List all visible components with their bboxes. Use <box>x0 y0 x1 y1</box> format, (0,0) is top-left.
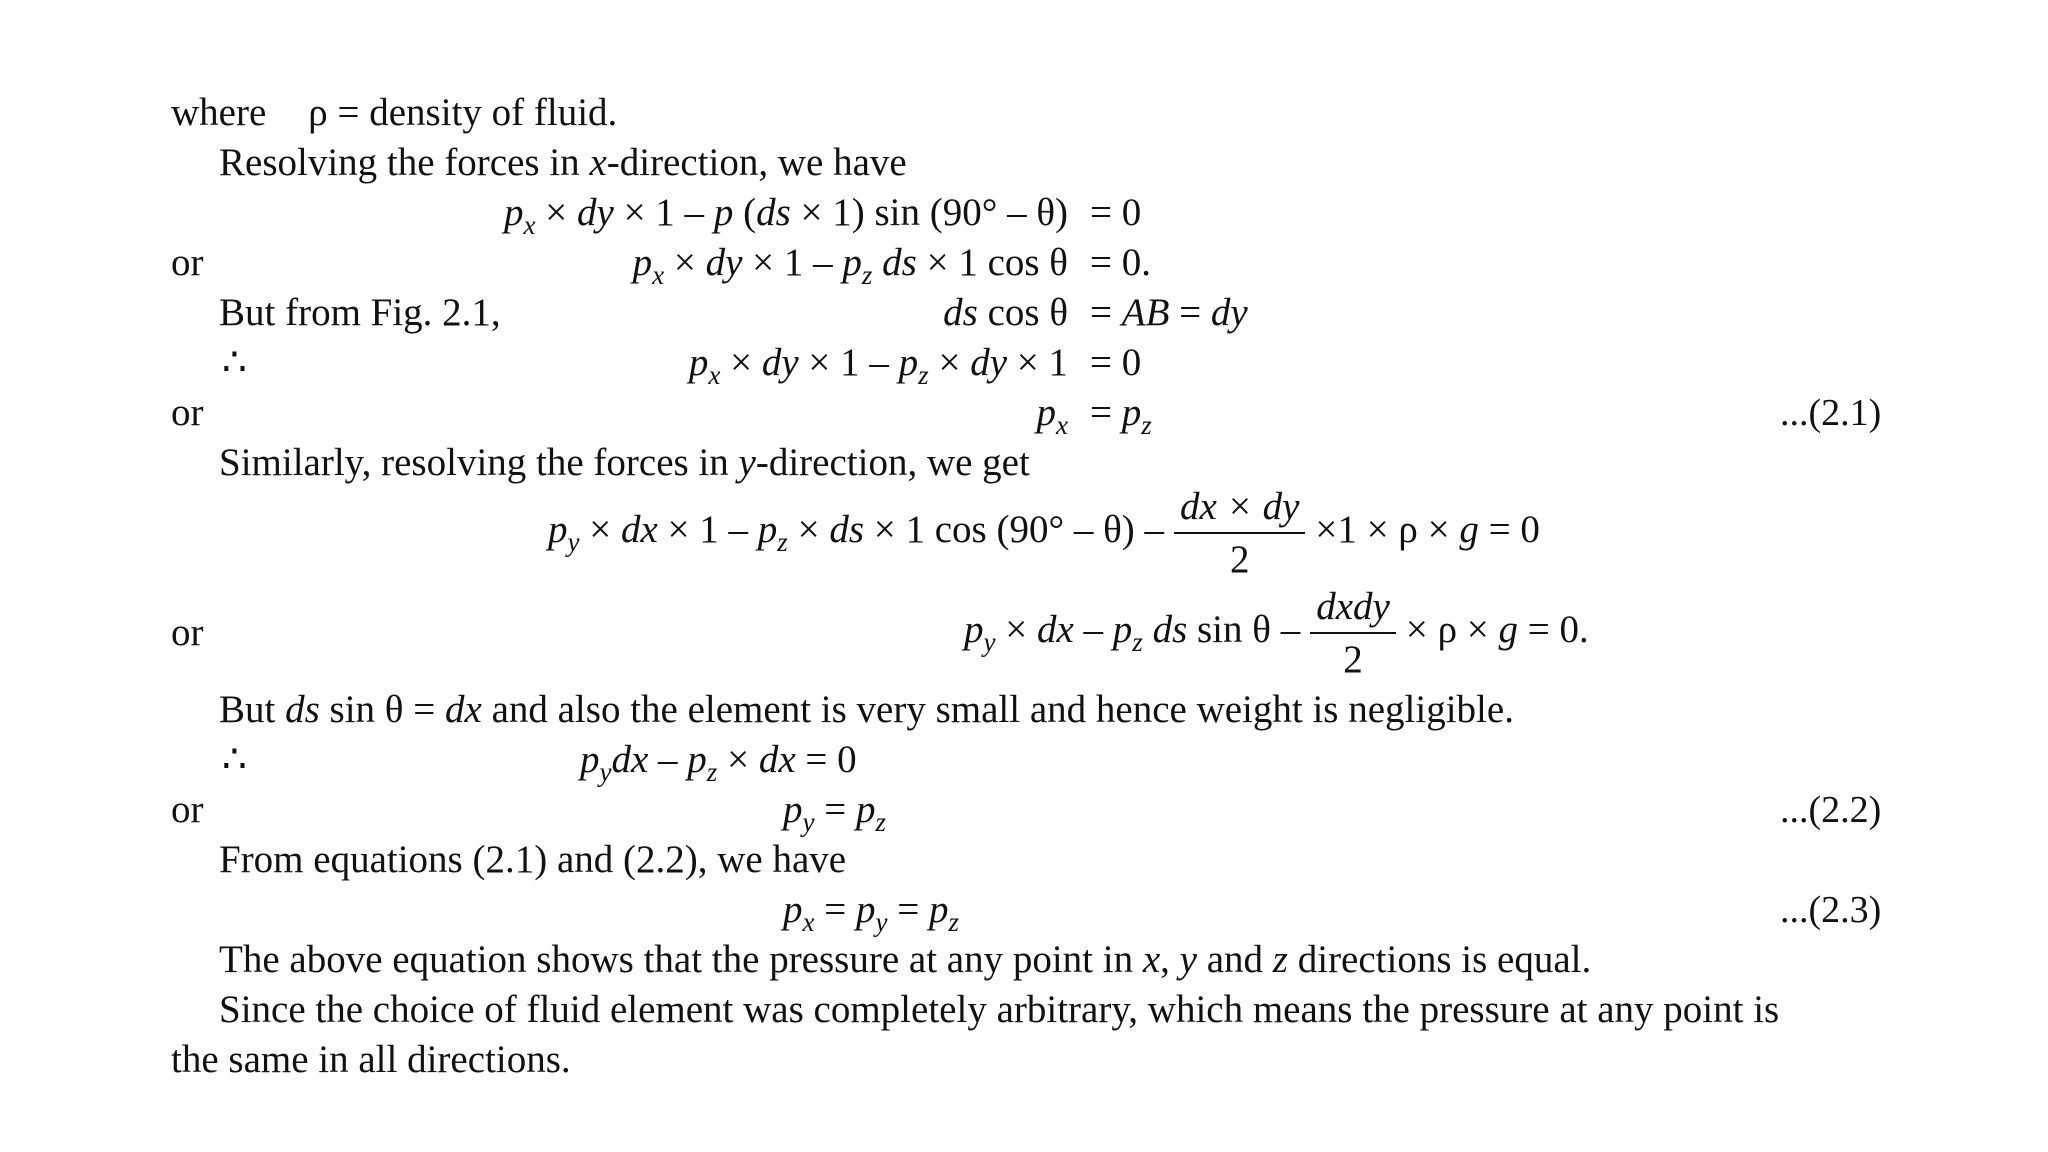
line-resolving-y: Similarly, resolving the forces in y-direction, we get <box>219 441 1030 484</box>
fraction-dxdy-over-2: $\frac{\text{dxdy}}{2}$ <box>1310 587 1396 679</box>
equation-number-2-3: ...(2.3) <box>1780 889 1882 931</box>
line-above-equation: The above equation shows that the pressure at any point in x, y and z directions is equal. <box>219 938 1592 981</box>
equation-7: $p_y$ × dx – $p_z$ ds sin θ – $\frac{\text{dxdy}}{2}$ × ρ × g = 0. <box>964 585 1589 681</box>
therefore-symbol: ∴ <box>222 738 247 781</box>
equation-3-rhs: = AB = dy <box>1090 291 1248 334</box>
equation-8: $p_ydx - p_z$ × dx = 0 <box>580 738 857 787</box>
equation-2-rhs: = 0. <box>1090 241 1151 284</box>
equation-1-rhs: = 0 <box>1090 191 1142 234</box>
line-from-fig: But from Fig. 2.1, <box>219 291 501 334</box>
or-label: or <box>171 241 204 284</box>
equation-1-lhs: $p_x$ × dy × 1 – p (ds × 1) sin (90° – θ) <box>504 191 1068 240</box>
line-where-density: where ρ = density of fluid. <box>171 91 618 134</box>
equation-number-2-2: ...(2.2) <box>1780 789 1882 831</box>
word-where: where <box>171 91 267 134</box>
equation-6: $p_y$ × dx × $1 - p_z$ × ds × 1 cos (90° – θ) – $\frac{dx \times dy}{2}$ ×1 × ρ × g = 0 <box>548 485 1540 581</box>
equation-2-lhs: $p_x$ × dy × $1 - p_z$ ds × 1 cos θ <box>632 241 1068 290</box>
equation-9: $p_y = p_z$ <box>783 788 886 837</box>
equation-5-rhs: = $p_z$ <box>1090 391 1152 440</box>
equation-10: $p_x = p_y = p_z$ <box>783 888 959 937</box>
symbol-rho: ρ <box>308 91 328 134</box>
line-from-equations: From equations (2.1) and (2.2), we have <box>219 838 847 881</box>
therefore-symbol: ∴ <box>222 341 247 384</box>
line-since-choice: Since the choice of fluid element was completely arbitrary, which means the pressure at any point is <box>219 988 1780 1031</box>
equation-4-rhs: = 0 <box>1090 341 1142 384</box>
line-but-ds-sin: But ds sin θ = dx and also the element is very small and hence weight is negligible. <box>219 688 1514 731</box>
line-same-directions: the same in all directions. <box>171 1038 571 1081</box>
or-label: or <box>171 611 204 654</box>
equation-4-lhs: $p_x$ × dy × $1 - p_z$ × dy × 1 <box>688 341 1068 390</box>
equation-number-2-1: ...(2.1) <box>1780 392 1882 434</box>
equation-3-lhs: ds cos θ <box>943 291 1068 334</box>
line-resolving-x: Resolving the forces in x-direction, we have <box>219 141 907 184</box>
or-label: or <box>171 391 204 434</box>
or-label: or <box>171 788 204 831</box>
fraction-dx-dy-over-2: $\frac{dx \times dy}{2}$ <box>1174 487 1305 579</box>
equation-5-lhs: $p_x$ <box>1036 391 1068 440</box>
